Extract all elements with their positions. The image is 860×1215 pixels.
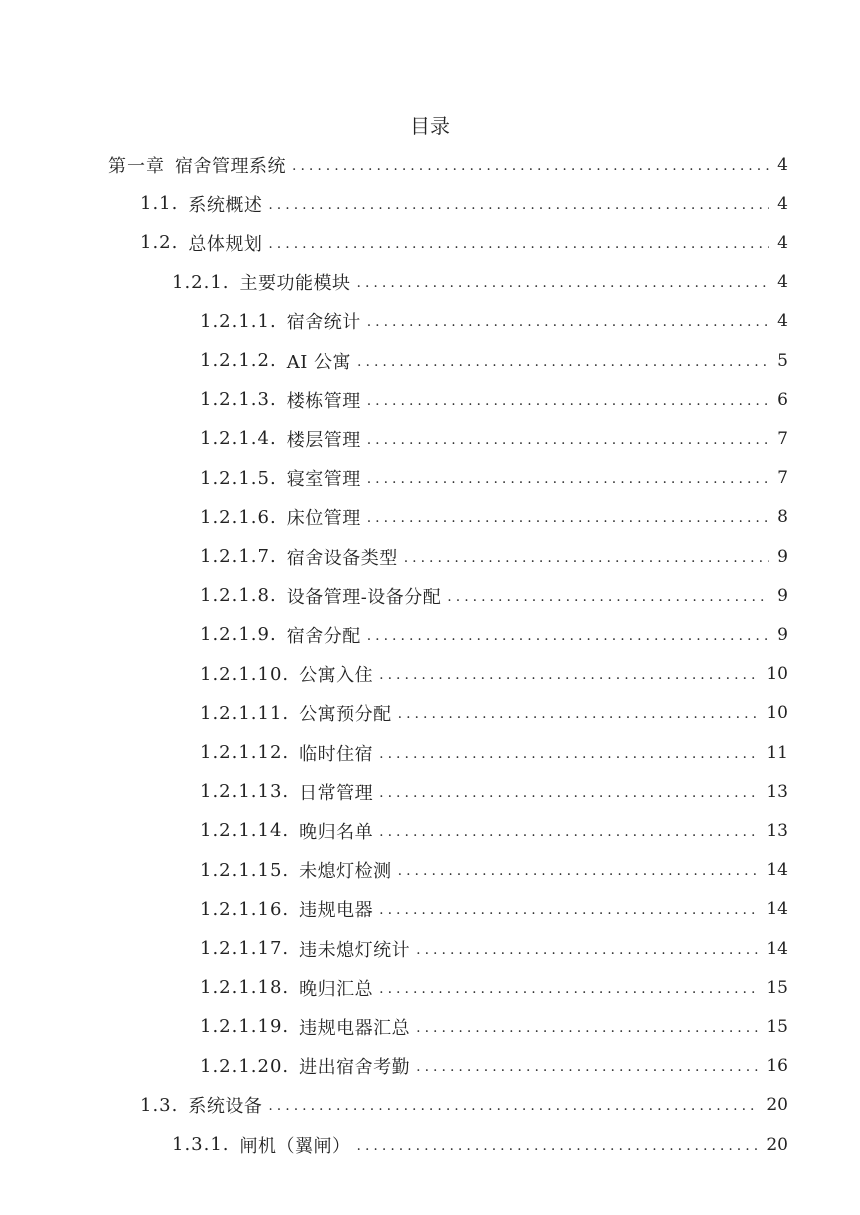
toc-entry-page: 10 bbox=[766, 703, 788, 724]
toc-entry[interactable] bbox=[0, 302, 860, 341]
toc-entry[interactable] bbox=[0, 733, 860, 772]
toc-entry-page: 16 bbox=[766, 1056, 788, 1077]
toc-entry-number: 1.2.1.6. bbox=[200, 506, 277, 528]
toc-entry[interactable] bbox=[0, 145, 860, 184]
toc-entry-number: 1.2.1.10. bbox=[200, 663, 290, 685]
toc-entry-title: 系统设备 bbox=[188, 1096, 263, 1118]
toc-dot-leader bbox=[416, 942, 758, 958]
toc-entry[interactable] bbox=[0, 694, 860, 733]
toc-entry[interactable] bbox=[0, 498, 860, 537]
toc-entry[interactable] bbox=[0, 1047, 860, 1086]
toc-entry-title: 设备管理-设备分配 bbox=[286, 586, 442, 608]
toc-entry-page: 14 bbox=[766, 860, 788, 881]
toc-entry-title: 宿舍设备类型 bbox=[286, 547, 398, 569]
toc-entry-number: 1.2.1.3. bbox=[200, 389, 277, 411]
toc-dot-leader bbox=[416, 1059, 758, 1075]
toc-dot-leader bbox=[357, 354, 769, 370]
toc-entry-title: 宿舍管理系统 bbox=[175, 155, 286, 177]
toc-entry-number: 1.3. bbox=[140, 1094, 179, 1116]
toc-entry-page: 9 bbox=[777, 546, 788, 567]
toc-dot-leader bbox=[367, 628, 769, 644]
toc-entry[interactable] bbox=[0, 615, 860, 654]
toc-entry-page: 9 bbox=[777, 585, 788, 606]
toc-dot-leader bbox=[447, 589, 769, 605]
toc-entry-number: 第一章 bbox=[108, 155, 165, 177]
toc-entry[interactable] bbox=[0, 380, 860, 419]
toc-entry-number: 1.2.1.11. bbox=[200, 702, 290, 724]
toc-dot-leader bbox=[379, 824, 758, 840]
toc-entry-number: 1.2.1.20. bbox=[200, 1055, 290, 1077]
toc-entry-page: 15 bbox=[766, 1016, 788, 1037]
toc-entry-page: 13 bbox=[766, 781, 788, 802]
toc-dot-leader bbox=[268, 197, 769, 213]
toc-entry-page: 14 bbox=[766, 899, 788, 920]
toc-dot-leader bbox=[357, 275, 770, 291]
toc-entry-number: 1.2.1.1. bbox=[200, 310, 277, 332]
toc-entry-title: 床位管理 bbox=[286, 508, 361, 530]
toc-entry-page: 4 bbox=[777, 272, 788, 293]
toc-dot-leader bbox=[379, 981, 758, 997]
toc-entry[interactable] bbox=[0, 772, 860, 811]
toc-entry[interactable] bbox=[0, 811, 860, 850]
toc-entry[interactable] bbox=[0, 576, 860, 615]
toc-entry-title: 晚归汇总 bbox=[299, 978, 374, 1000]
toc-entry-title: 进出宿舍考勤 bbox=[299, 1057, 411, 1079]
toc-entry[interactable] bbox=[0, 1086, 860, 1125]
toc-entry-title: 寝室管理 bbox=[286, 469, 361, 491]
toc-dot-leader bbox=[379, 746, 758, 762]
toc-dot-leader bbox=[268, 236, 769, 252]
toc-entry-number: 1.2.1.14. bbox=[200, 820, 290, 842]
toc-entry-number: 1.2.1.17. bbox=[200, 938, 290, 959]
toc-entry-title: 晚归名单 bbox=[299, 821, 374, 843]
toc-entry[interactable] bbox=[0, 537, 860, 576]
toc-entry-title: 违未熄灯统计 bbox=[299, 939, 411, 961]
toc-entry[interactable] bbox=[0, 184, 860, 223]
toc-entry[interactable] bbox=[0, 223, 860, 262]
toc-entry-page: 8 bbox=[777, 507, 788, 528]
toc-dot-leader bbox=[367, 393, 769, 409]
toc-entry[interactable] bbox=[0, 890, 860, 929]
toc-entry-page: 7 bbox=[777, 428, 788, 449]
toc-entry-number: 1.2.1.5. bbox=[200, 467, 277, 489]
toc-entry[interactable] bbox=[0, 1125, 860, 1164]
toc-dot-leader bbox=[404, 550, 769, 566]
toc-entry[interactable] bbox=[0, 341, 860, 380]
toc-entry-number: 1.2.1.12. bbox=[200, 742, 290, 763]
toc-entry-number: 1.2.1.19. bbox=[200, 1016, 290, 1038]
toc-entry-number: 1.2.1.4. bbox=[200, 428, 277, 450]
toc-entry-number: 1.2.1. bbox=[172, 271, 230, 293]
toc-dot-leader bbox=[367, 314, 769, 330]
toc-dot-leader bbox=[416, 1020, 758, 1036]
toc-dot-leader bbox=[379, 785, 758, 801]
toc-entry[interactable] bbox=[0, 929, 860, 968]
toc-entry-title: 系统概述 bbox=[188, 194, 263, 216]
toc-dot-leader bbox=[268, 1098, 758, 1114]
toc-entry-title: 楼层管理 bbox=[286, 429, 361, 451]
toc-entry-number: 1.1. bbox=[140, 193, 179, 215]
toc-entry-number: 1.2.1.2. bbox=[200, 350, 277, 371]
toc-entry-title: 主要功能模块 bbox=[239, 273, 351, 295]
toc-dot-leader bbox=[398, 863, 759, 879]
toc-dot-leader bbox=[357, 1138, 759, 1154]
toc-entry[interactable] bbox=[0, 851, 860, 890]
toc-entry-page: 4 bbox=[777, 311, 788, 332]
toc-dot-leader bbox=[292, 158, 769, 174]
toc-entry-page: 4 bbox=[777, 154, 788, 175]
toc-entry-title: 违规电器 bbox=[299, 900, 374, 922]
toc-dot-leader bbox=[398, 706, 759, 722]
toc-entry-title: 楼栋管理 bbox=[286, 390, 361, 412]
toc-dot-leader bbox=[367, 510, 769, 526]
toc-entry-number: 1.2.1.9. bbox=[200, 624, 277, 646]
toc-entry-page: 4 bbox=[777, 232, 788, 253]
toc-entry-title: 公寓预分配 bbox=[299, 704, 392, 726]
toc-entry-page: 4 bbox=[777, 193, 788, 214]
toc-entry-number: 1.2.1.13. bbox=[200, 781, 290, 803]
toc-entry-title: 违规电器汇总 bbox=[299, 1017, 411, 1039]
toc-entry-title: 临时住宿 bbox=[299, 743, 374, 765]
toc-entry[interactable] bbox=[0, 419, 860, 458]
toc-entry-page: 9 bbox=[777, 624, 788, 645]
toc-dot-leader bbox=[367, 471, 769, 487]
toc-entry-page: 7 bbox=[777, 468, 788, 489]
toc-entry-page: 15 bbox=[766, 977, 788, 998]
toc-entry-title: 公寓入住 bbox=[299, 665, 374, 687]
toc-dot-leader bbox=[379, 667, 758, 683]
toc-entry[interactable] bbox=[0, 459, 860, 498]
toc-entry-page: 5 bbox=[777, 350, 788, 371]
toc-entry-number: 1.2.1.15. bbox=[200, 859, 290, 881]
toc-dot-leader bbox=[367, 432, 769, 448]
toc-entry-title: 总体规划 bbox=[188, 233, 263, 255]
toc-entry-page: 10 bbox=[766, 664, 788, 685]
toc-title: 目录 bbox=[410, 114, 450, 138]
toc-entry-number: 1.2.1.16. bbox=[200, 898, 290, 920]
toc-dot-leader bbox=[379, 902, 758, 918]
toc-entry-number: 1.2.1.7. bbox=[200, 546, 277, 567]
toc-entry-title: 未熄灯检测 bbox=[299, 861, 392, 883]
toc-entry-page: 14 bbox=[766, 938, 788, 959]
toc-entry[interactable] bbox=[0, 1007, 860, 1046]
toc-entry-title: 宿舍统计 bbox=[286, 312, 361, 334]
toc-entry-title: 日常管理 bbox=[299, 782, 374, 804]
toc-entry-page: 6 bbox=[777, 389, 788, 410]
toc-entry-title: AI 公寓 bbox=[286, 351, 352, 373]
toc-entry-number: 1.2. bbox=[140, 232, 179, 254]
toc-entry-page: 13 bbox=[766, 820, 788, 841]
toc-entry-page: 20 bbox=[766, 1095, 788, 1116]
toc-entry-title: 闸机（翼闸） bbox=[239, 1135, 351, 1157]
toc-entry[interactable] bbox=[0, 655, 860, 694]
toc-entry-number: 1.2.1.8. bbox=[200, 585, 277, 607]
toc-entry[interactable] bbox=[0, 968, 860, 1007]
toc-entry-page: 20 bbox=[766, 1134, 788, 1155]
toc-entry-number: 1.2.1.18. bbox=[200, 977, 290, 999]
toc-entry-page: 11 bbox=[766, 742, 788, 763]
toc-entry[interactable] bbox=[0, 263, 860, 302]
toc-entry-title: 宿舍分配 bbox=[286, 625, 361, 647]
toc-entry-number: 1.3.1. bbox=[172, 1134, 230, 1155]
